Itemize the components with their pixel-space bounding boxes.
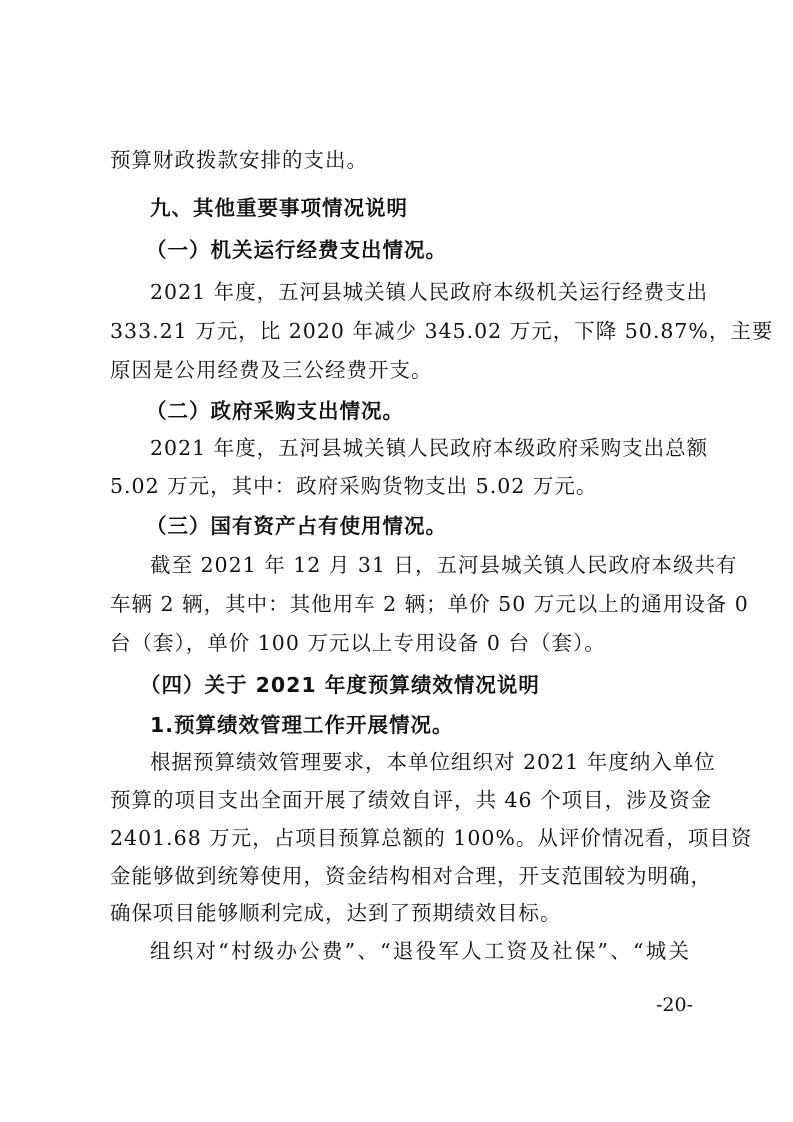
paragraph-line: 预算财政拨款安排的支出。 (110, 148, 368, 172)
subheading-procurement: （二）政府采购支出情况。 (146, 399, 404, 423)
subheading-state-assets: （三）国有资产占有使用情况。 (146, 514, 447, 538)
section-heading-other-matters: 九、其他重要事项情况说明 (150, 196, 408, 220)
paragraph-line: 2401.68 万元，占项目预算总额的 100%。从评价情况看，项目资 (110, 826, 753, 850)
paragraph-line: 根据预算绩效管理要求，本单位组织对 2021 年度纳入单位 (150, 750, 716, 774)
paragraph-line: 金能够做到统筹使用，资金结构相对合理，开支范围较为明确， (110, 864, 712, 888)
page-number: -20- (655, 994, 693, 1016)
paragraph-line: 5.02 万元，其中：政府采购货物支出 5.02 万元。 (110, 474, 598, 498)
paragraph-line: 2021 年度，五河县城关镇人民政府本级政府采购支出总额 (150, 436, 709, 460)
paragraph-line: 333.21 万元，比 2020 年减少 345.02 万元，下降 50.87%，主要 (110, 319, 774, 343)
paragraph-line: 截至 2021 年 12 月 31 日，五河县城关镇人民政府本级共有 (150, 553, 738, 577)
paragraph-line: 原因是公用经费及三公经费开支。 (110, 358, 433, 382)
paragraph-line: 2021 年度，五河县城关镇人民政府本级机关运行经费支出 (150, 280, 709, 304)
paragraph-line: 台（套），单价 100 万元以上专用设备 0 台（套）。 (110, 631, 606, 655)
subheading-operating-expenses: （一）机关运行经费支出情况。 (146, 238, 447, 262)
subheading-performance: （四）关于 2021 年度预算绩效情况说明 (140, 673, 540, 697)
paragraph-line: 确保项目能够顺利完成，达到了预期绩效目标。 (110, 901, 562, 925)
subheading-performance-management: 1.预算绩效管理工作开展情况。 (150, 713, 454, 737)
paragraph-line: 车辆 2 辆，其中：其他用车 2 辆；单价 50 万元以上的通用设备 0 (110, 592, 749, 616)
paragraph-line: 组织对“村级办公费”、“退役军人工资及社保”、“城关 (150, 939, 690, 963)
paragraph-line: 预算的项目支出全面开展了绩效自评，共 46 个项目，涉及资金 (110, 788, 713, 812)
